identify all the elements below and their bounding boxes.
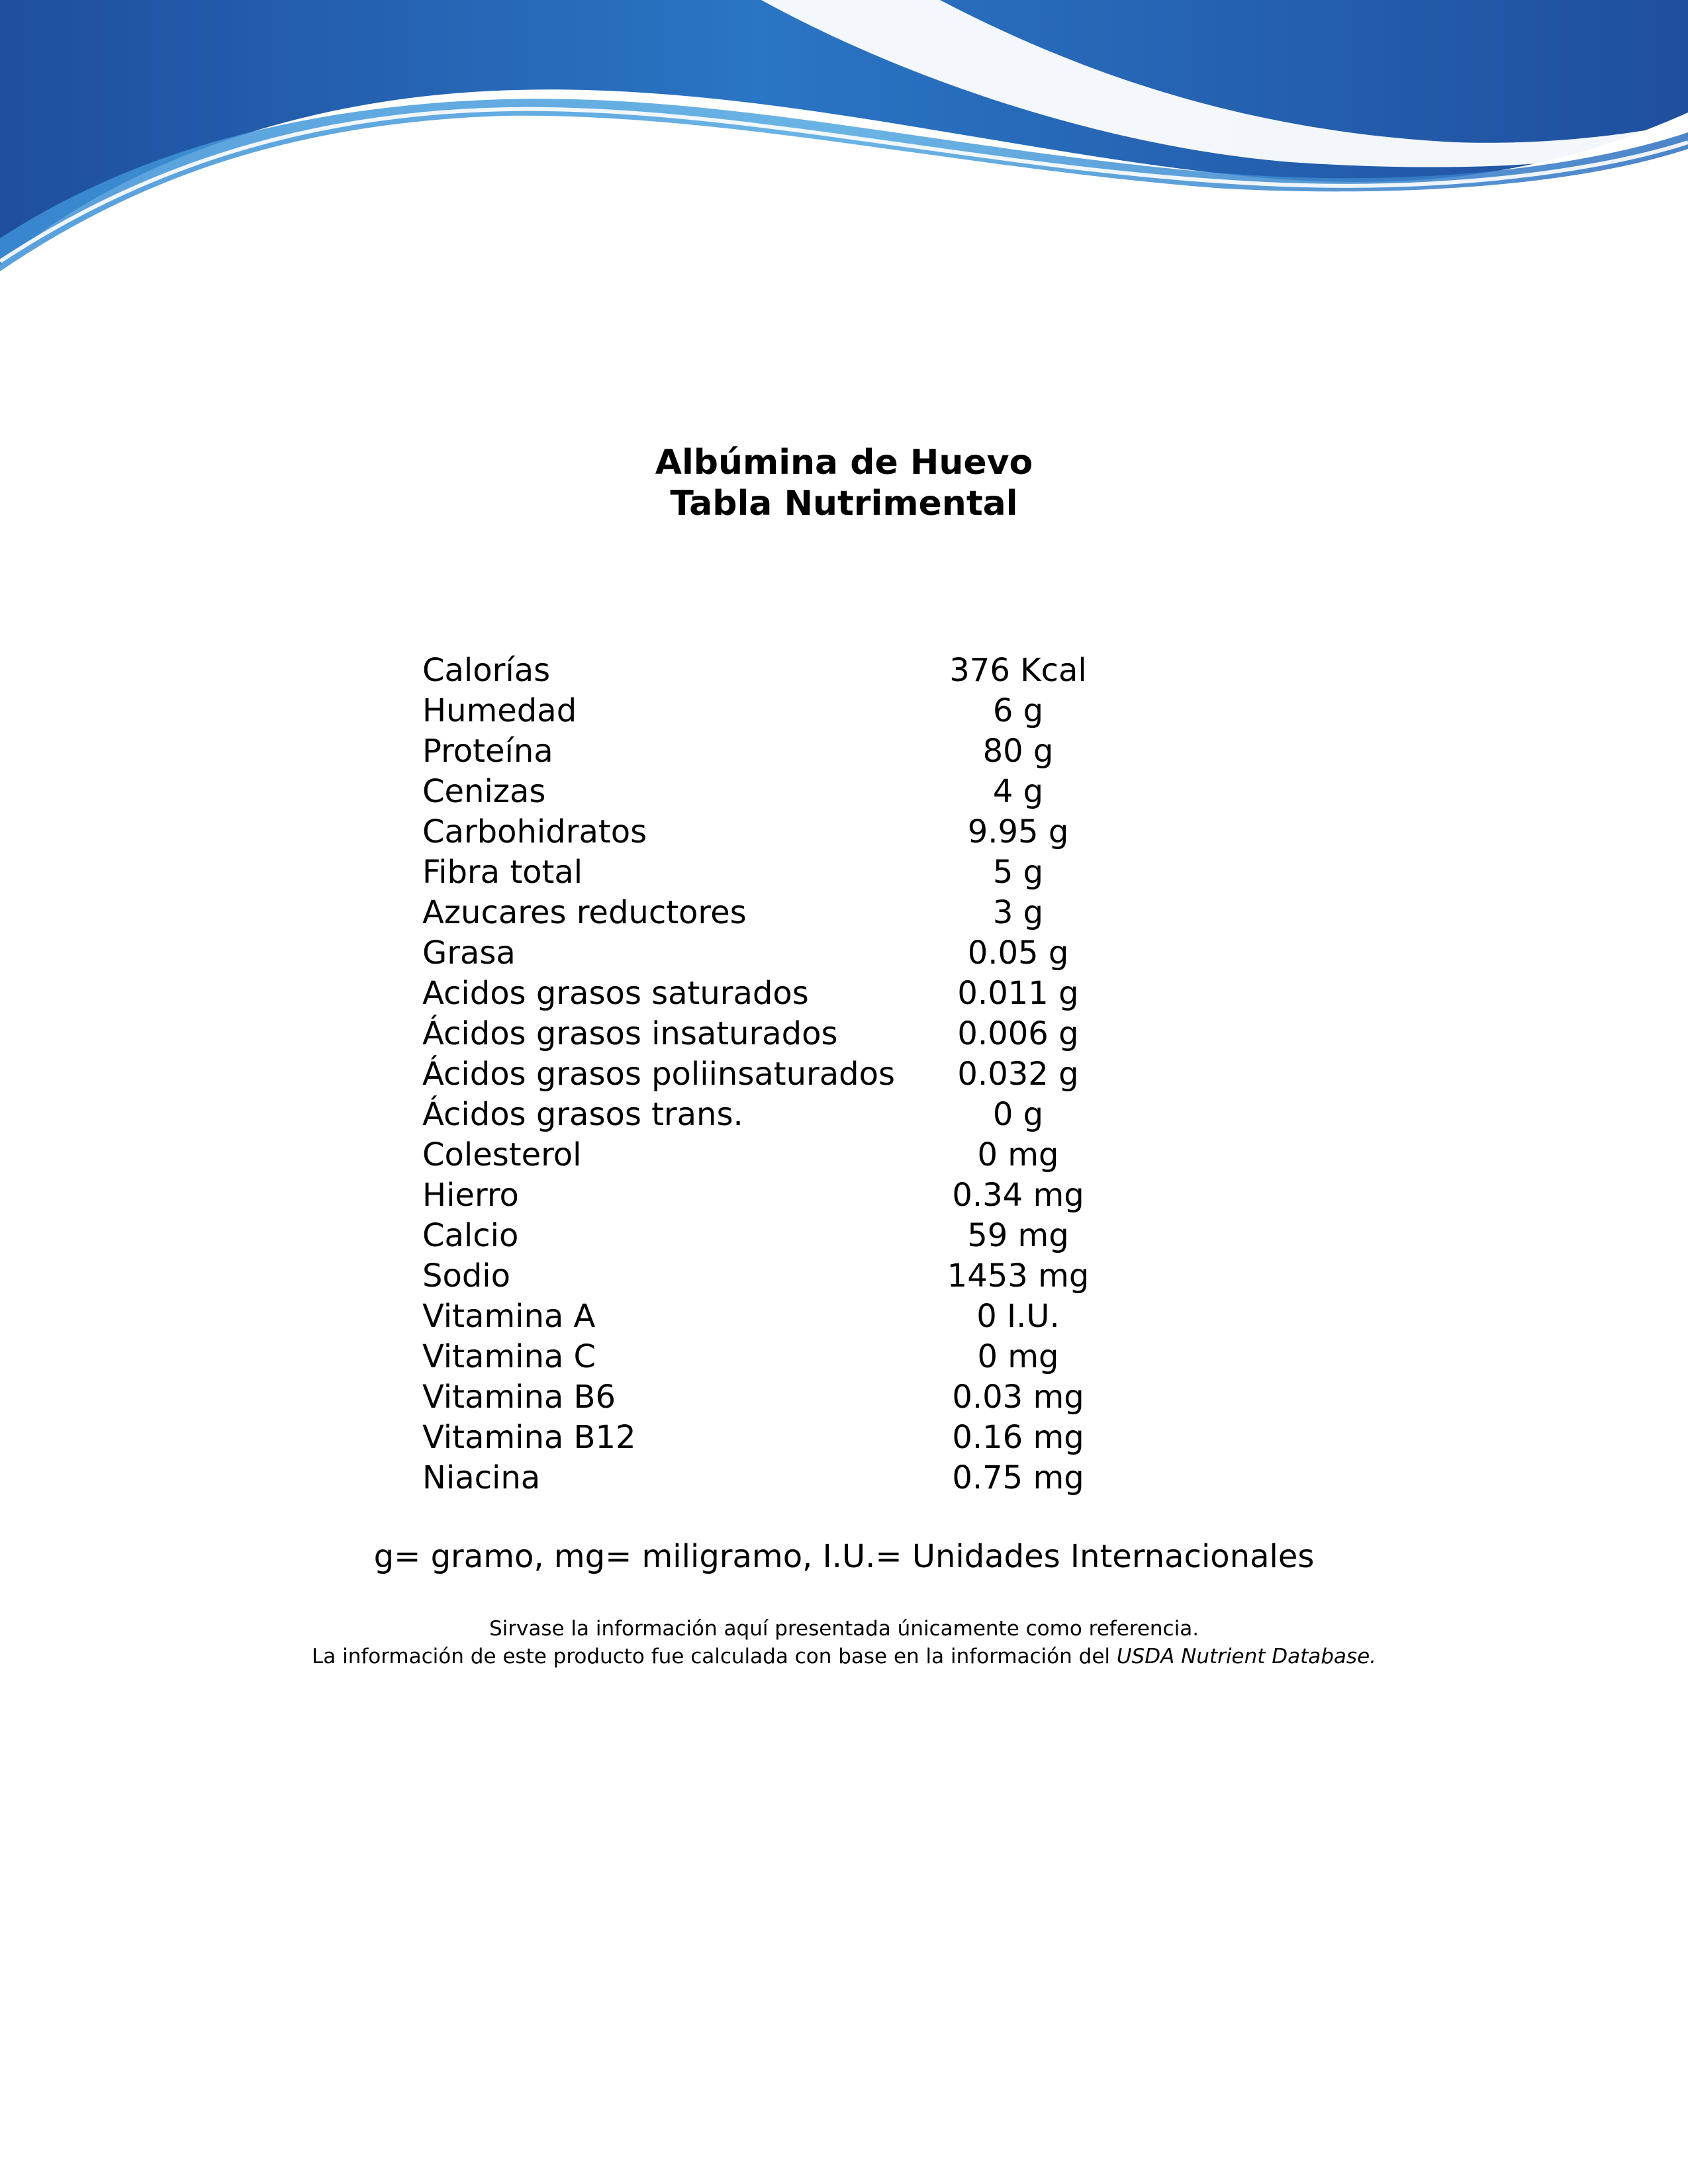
nutrient-name: Calorías [422,652,551,689]
nutrient-value: 0.75 mg [952,1459,1084,1496]
nutrient-row [422,852,1283,893]
nutrient-name: Azucares reductores [422,894,747,931]
nutrient-value: 0.006 g [957,1015,1079,1052]
nutrient-name: Grasa [422,934,516,972]
nutrient-name: Acidos grasos saturados [422,975,809,1012]
document-title: Albúmina de Huevo [655,443,1033,482]
nutrient-row [422,1014,1283,1054]
nutrient-row [422,1095,1283,1135]
nutrient-name: Niacina [422,1459,541,1496]
nutrient-row [422,1175,1283,1216]
nutrient-row [422,974,1283,1014]
nutrient-row [422,731,1283,772]
nutrient-row [422,772,1283,812]
nutrient-name: Hierro [422,1177,519,1214]
nutrient-row [422,651,1283,691]
disclaimer-line-1: Sirvase la información aquí presentada únicamente como referencia. [489,1617,1199,1641]
nutrient-value: 3 g [992,894,1044,931]
nutrient-value: 376 Kcal [949,652,1087,689]
nutrient-row [422,1216,1283,1256]
document-title-block [0,442,1688,524]
nutrient-value: 0.16 mg [952,1419,1084,1456]
document-subtitle: Tabla Nutrimental [670,484,1018,523]
nutrient-name: Vitamina C [422,1338,596,1375]
nutrient-value: 0 I.U. [976,1298,1060,1335]
nutrient-value: 0 mg [977,1136,1059,1173]
header-wave-decoration [0,0,1688,285]
nutrient-table [422,651,1283,1498]
nutrient-value: 0 g [992,1096,1044,1133]
nutrient-name: Vitamina B6 [422,1379,616,1416]
nutrient-name: Calcio [422,1217,519,1254]
nutrient-name: Vitamina A [422,1298,596,1335]
nutrient-row [422,691,1283,731]
nutrient-row [422,1458,1283,1498]
nutrient-value: 9.95 g [967,813,1069,850]
nutrient-name: Colesterol [422,1136,582,1173]
nutrient-value: 0.03 mg [952,1379,1084,1416]
disclaimer-line-2-text: La información de este producto fue calculada con base en la información del [311,1645,1117,1668]
nutrient-value: 0 mg [977,1338,1059,1375]
nutrient-row [422,1377,1283,1418]
nutrient-value: 0.011 g [957,975,1079,1012]
units-legend: g= gramo, mg= miligramo, I.U.= Unidades Internacionales [373,1538,1315,1575]
nutrient-name: Cenizas [422,773,546,810]
nutrient-name: Vitamina B12 [422,1419,636,1456]
disclaimer [0,1615,1688,1670]
nutrient-value: 6 g [992,692,1044,729]
nutrient-name: Humedad [422,692,577,729]
nutrient-name: Sodio [422,1257,511,1295]
disclaimer-line-2 [0,1643,1688,1670]
nutrient-row [422,933,1283,974]
nutrient-row [422,1256,1283,1297]
nutrient-value: 4 g [992,773,1044,810]
nutrient-row [422,1418,1283,1458]
nutrient-name: Proteína [422,733,553,770]
nutrient-name: Ácidos grasos trans. [422,1096,743,1133]
nutrient-value: 0.05 g [967,934,1069,972]
nutrient-value: 80 g [982,733,1054,770]
nutrient-row [422,812,1283,852]
nutrient-value: 0.032 g [957,1056,1079,1093]
nutrient-value: 5 g [992,854,1044,891]
nutrient-name: Fibra total [422,854,583,891]
nutrient-value: 0.34 mg [952,1177,1084,1214]
nutrient-name: Ácidos grasos insaturados [422,1015,838,1052]
nutrient-row [422,1337,1283,1377]
nutrient-name: Ácidos grasos poliinsaturados [422,1056,895,1093]
nutrient-name: Carbohidratos [422,813,647,850]
nutrient-value: 1453 mg [947,1257,1090,1295]
disclaimer-source: USDA Nutrient Database. [1116,1645,1377,1668]
nutrient-row [422,1135,1283,1175]
nutrient-row [422,893,1283,933]
nutrient-row [422,1297,1283,1337]
nutrient-value: 59 mg [967,1217,1069,1254]
nutrient-row [422,1054,1283,1095]
